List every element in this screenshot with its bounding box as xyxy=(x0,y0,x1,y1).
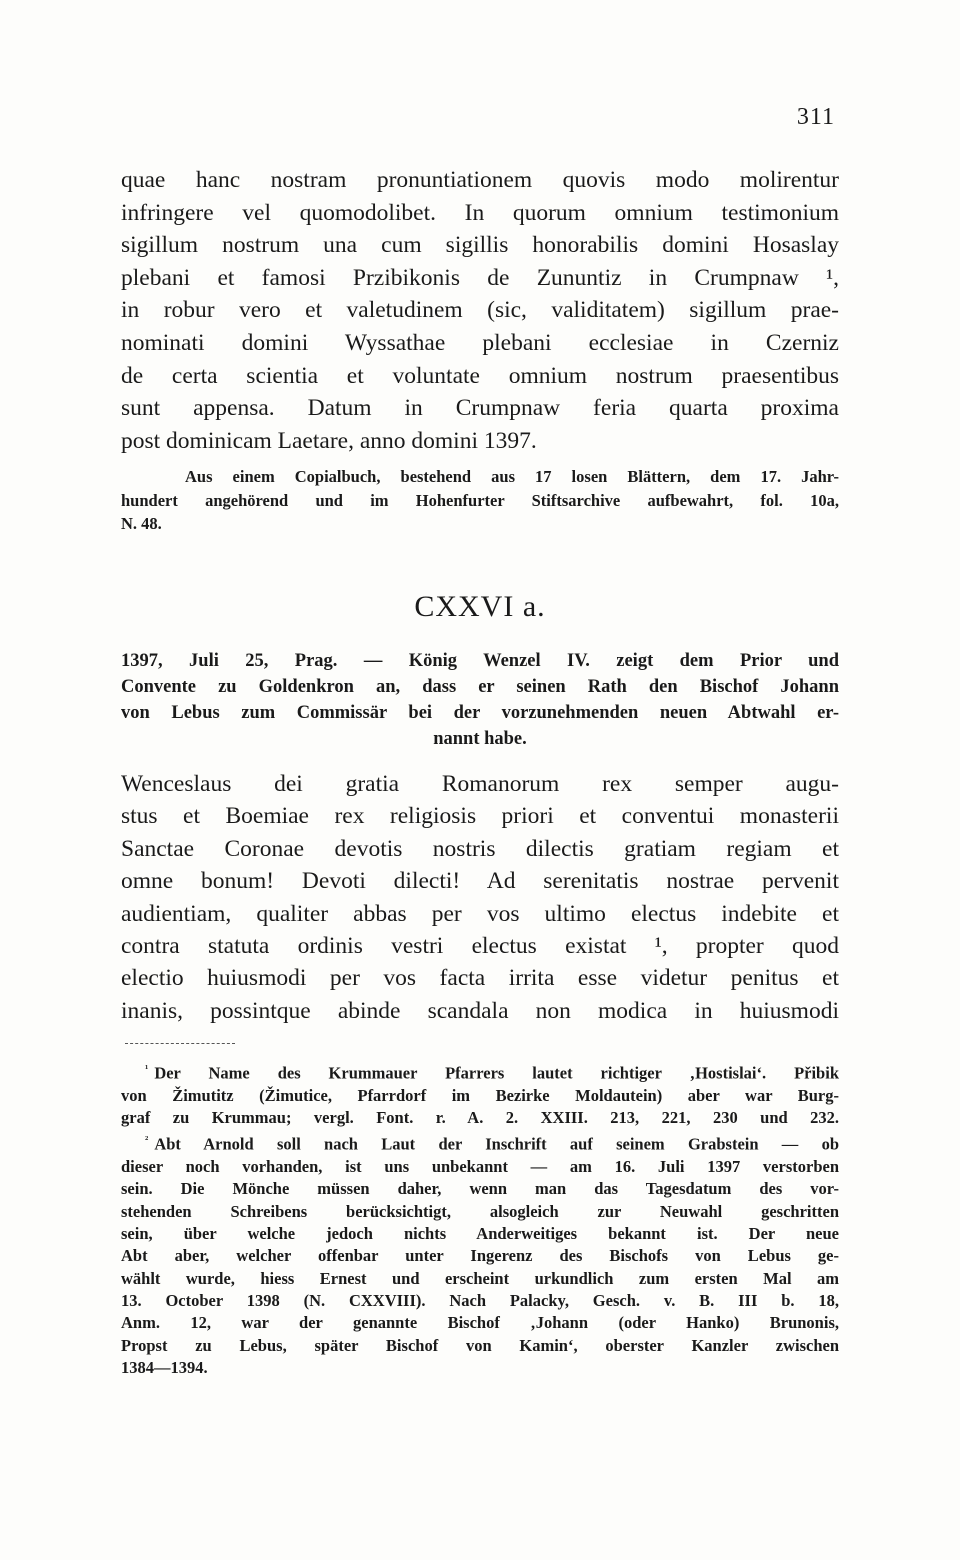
text-line: sunt appensa. Datum in Crumpnaw feria quarta proxima xyxy=(121,395,839,422)
text-line: sigillum nostrum una cum sigillis honorabilis domini Hosaslay xyxy=(121,232,839,259)
paragraph-1 xyxy=(121,164,839,457)
source-note xyxy=(121,465,839,536)
text-line: Wenceslaus dei gratia Romanorum rex semper augu- xyxy=(121,771,839,797)
text-line: infringere vel quomodolibet. In quorum omnium testimonium xyxy=(121,199,839,226)
footnote-2-line: Anm. 12, war der genannte Bischof ‚Johann (oder Hanko) Brunonis, xyxy=(121,1313,839,1333)
text-line: stus et Boemiae rex religiosis priori et conventui monasterii xyxy=(121,803,839,830)
footnote-1-mark: ¹ xyxy=(145,1063,149,1075)
text-line: Sanctae Coronae devotis nostris dilectis gratiam regiam et xyxy=(121,835,839,862)
footnote-2-line: Propst zu Lebus, später Bischof von Kamin‘, oberster Kanzler zwischen xyxy=(121,1335,839,1355)
footnote-separator xyxy=(125,1043,235,1044)
footnote-2-line: Abt aber, welcher offenbar unter Ingerenz des Bischofs von Lebus ge- xyxy=(121,1246,839,1266)
text-line: omne bonum! Devoti dilecti! Ad serenitatis nostrae pervenit xyxy=(121,868,839,895)
document-title: CXXVI a. xyxy=(414,590,546,623)
footnote-1-line: von Žimutitz (Žimutice, Pfarrdorf im Bezirke Moldautein) aber war Burg- xyxy=(121,1085,839,1105)
text-line: inanis, possintque abinde scandala non modica in huiusmodi xyxy=(121,997,839,1024)
footnotes xyxy=(121,1058,839,1379)
footnote-1-line xyxy=(121,1058,839,1085)
source-note-line: N. 48. xyxy=(121,514,162,533)
text-line: in robur vero et valetudinem (sic, validitatem) sigillum prae- xyxy=(121,297,839,324)
footnote-2-mark: ² xyxy=(145,1134,149,1147)
footnote-2-line: sein. Die Mönche müssen daher, wenn man das Tagesdatum des vor- xyxy=(121,1179,839,1199)
source-note-line: hundert angehörend und im Hohenfurter Stiftsarchive aufbewahrt, fol. 10a, xyxy=(121,490,839,510)
footnote-1-text: Der Name des Krummauer Pfarrers lautet richtiger ‚Hostislai‘. Přibik xyxy=(154,1063,839,1083)
text-line: quae hanc nostram pronuntiationem quovis modo molirentur xyxy=(121,167,839,193)
regest-line: Convente zu Goldenkron an, dass er seinen Rath den Bischof Johann xyxy=(121,677,839,697)
footnote-2-line xyxy=(121,1129,839,1156)
source-note-line: Aus einem Copialbuch, bestehend aus 17 losen Blättern, dem 17. Jahr- xyxy=(185,467,839,486)
text-line: electio huiusmodi per vos facta irrita esse videtur penitus et xyxy=(121,965,839,992)
paragraph-2 xyxy=(121,768,839,1027)
regest xyxy=(121,648,839,752)
footnote-2-line: dieser noch vorhanden, ist uns unbekannt — am 16. Juli 1397 verstorben xyxy=(121,1157,839,1177)
page-number: 311 xyxy=(796,104,835,130)
footnote-2-line: wählt wurde, hiess Ernest und erscheint urkundlich zum ersten Mal am xyxy=(121,1268,839,1288)
footnote-2-line: 13. October 1398 (N. CXXVIII). Nach Palacky, Gesch. v. B. III b. 18, xyxy=(121,1290,839,1310)
footnote-2-text: Abt Arnold soll nach Laut der Inschrift auf seinem Grabstein — ob xyxy=(154,1134,839,1154)
footnote-2-line: sein, über welche jedoch nichts Anderweitiges bekannt ist. Der neue xyxy=(121,1224,839,1244)
text-line: nominati domini Wyssathae plebani ecclesiae in Czerniz xyxy=(121,329,839,356)
footnote-1-line: graf zu Krummau; vergl. Font. r. A. 2. XXIII. 213, 221, 230 und 232. xyxy=(121,1108,839,1128)
text-line: de certa scientia et voluntate omnium nostrum praesentibus xyxy=(121,362,839,389)
regest-line: von Lebus zum Commissär bei der vorzunehmenden neuen Abtwahl er- xyxy=(121,703,839,723)
footnote-2-line: stehenden Schreibens berücksichtigt, alsogleich zur Neuwahl geschritten xyxy=(121,1201,839,1221)
footnote-2-line: 1384—1394. xyxy=(121,1357,208,1377)
regest-line: nannt habe. xyxy=(433,729,527,749)
text-line: plebani et famosi Przibikonis de Zununtiz in Crumpnaw ¹, xyxy=(121,264,839,291)
text-line: audientiam, qualiter abbas per vos ultimo electus indebite et xyxy=(121,900,839,927)
regest-line: 1397, Juli 25, Prag. — König Wenzel IV. zeigt dem Prior und xyxy=(121,651,839,671)
text-line: post dominicam Laetare, anno domini 1397. xyxy=(121,427,537,454)
text-line: contra statuta ordinis vestri electus existat ¹, propter quod xyxy=(121,933,839,960)
